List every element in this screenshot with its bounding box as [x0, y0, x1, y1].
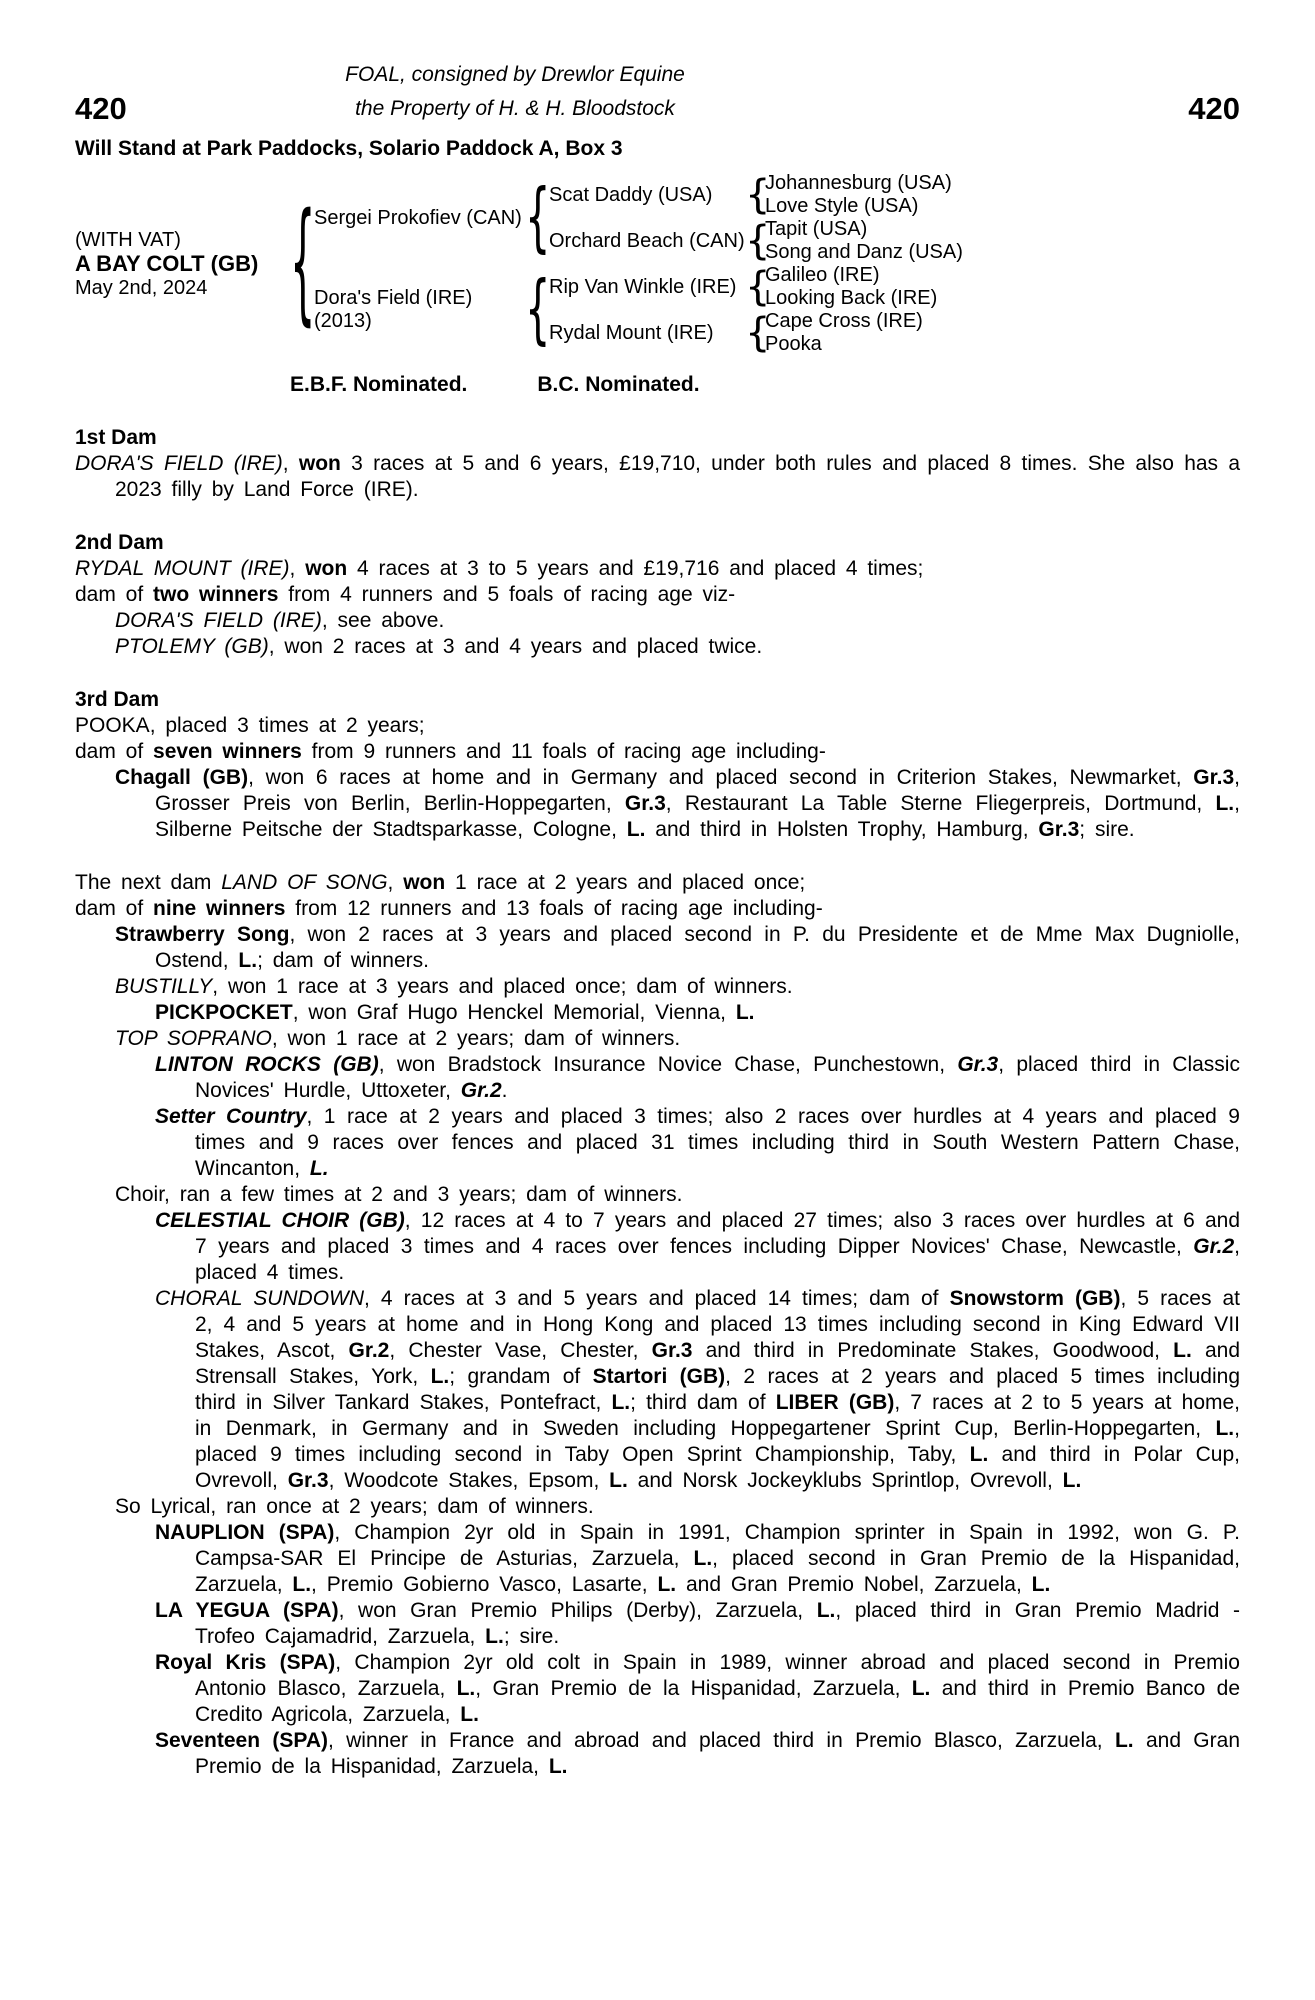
catalogue-paragraph [75, 1000, 1240, 1026]
catalogue-paragraph [75, 1494, 1240, 1520]
catalogue-paragraph [75, 1052, 1240, 1104]
text-run: , placed second in Gran Premio de la Hispanidad, Zarzuela, [195, 1547, 1240, 1596]
text-run: and third in Predominate Stakes, Goodwood, [692, 1339, 1174, 1362]
catalogue-paragraph [75, 1208, 1240, 1286]
sire-name: Sergei Prokofiev (CAN) [314, 206, 522, 229]
text-run: ; sire. [1079, 818, 1135, 841]
catalogue-paragraph [75, 451, 1240, 503]
text-run: , won 6 races at home and in Germany and placed second in Criterion Stakes, Newmarket, [248, 766, 1194, 789]
pedigree-brace-sire: { [525, 174, 551, 262]
text-run: , Gran Premio de la Hispanidad, Zarzuela, [475, 1677, 912, 1700]
catalogue-paragraph [75, 896, 1240, 922]
catalogue-paragraph [75, 922, 1240, 974]
text-run: L. [309, 1157, 329, 1180]
text-run: two winners [153, 583, 279, 606]
text-run: , Champion 2yr old colt in Spain in 1989, winner abroad and placed second in Premio Antonio Blasco, Zarzuela, [195, 1651, 1240, 1700]
dam-name-block [310, 287, 525, 333]
dam-section [75, 687, 1240, 843]
text-run: L. [1173, 1339, 1192, 1362]
text-run: L. [548, 1755, 568, 1778]
text-run: LIBER (GB) [775, 1391, 895, 1414]
text-run: , placed 9 times including second in Taby Open Sprint Championship, Taby, [195, 1417, 1240, 1466]
text-run: dam of [75, 897, 154, 920]
text-run: Choir, ran a few times at 2 and 3 years; dam of winners. [115, 1183, 683, 1206]
text-run: L. [735, 1001, 755, 1024]
pedigree-brace-gen1: { [290, 188, 316, 340]
text-run: , 2 races at 2 years and placed 5 times including third in Silver Tankard Stakes, Pontefract, [195, 1365, 1241, 1414]
catalogue-paragraph [75, 1182, 1240, 1208]
catalogue-paragraph [75, 1104, 1240, 1182]
generation-2-column [310, 172, 975, 356]
catalogue-paragraph [75, 556, 1240, 582]
text-run: and Gran Premio Nobel, Zarzuela, [676, 1573, 1032, 1596]
text-run: Strawberry Song [115, 923, 290, 946]
text-run: L. [693, 1547, 713, 1570]
text-run: So Lyrical, ran once at 2 years; dam of winners. [115, 1495, 594, 1518]
dam-sire-branch [545, 264, 975, 310]
text-run: L. [911, 1677, 931, 1700]
text-run: from 4 runners and 5 foals of racing age viz- [278, 583, 736, 606]
ancestor-name: Song and Danz (USA) [765, 241, 963, 263]
text-run: nine winners [153, 897, 286, 920]
catalogue-paragraph [75, 713, 1240, 739]
text-run: Gr.3 [1038, 818, 1080, 841]
catalogue-paragraph [75, 1026, 1240, 1052]
sire-dam-parents [765, 218, 975, 264]
text-run: , 5 races at 2, 4 and 5 years at home and in Hong Kong and placed 13 times including second in King Edward VII Stakes, Ascot, [195, 1287, 1241, 1362]
ancestor-name: Tapit (USA) [765, 218, 868, 240]
text-run: ; sire. [503, 1625, 560, 1648]
text-run: NAUPLION (SPA) [155, 1521, 335, 1544]
text-run: L. [1114, 1729, 1134, 1752]
dam-name: Dora's Field (IRE) [314, 287, 473, 309]
text-run: CHORAL SUNDOWN [155, 1287, 365, 1310]
subject-foaled-date: May 2nd, 2024 [75, 277, 208, 299]
dam-sire-name: Rip Van Winkle (IRE) [549, 275, 737, 298]
pedigree-brace-sire-dam: { [745, 218, 771, 264]
text-run: , 1 race at 2 years and placed 3 times; also 2 races over hurdles at 4 years and placed 9 times and 9 races over fences and placed 31 times including third in South Western Pattern Chase, Wincanton, [195, 1105, 1240, 1180]
text-run: won [298, 452, 341, 475]
sire-sire-branch [545, 172, 975, 218]
text-run: L. [238, 949, 258, 972]
section-heading: 3rd Dam [75, 688, 160, 711]
text-run: , placed 4 times. [195, 1235, 1240, 1284]
nominations-line [75, 372, 1240, 398]
text-run: L. [430, 1365, 450, 1388]
text-run: , Restaurant La Table Sterne Fliegerpreis, Dortmund, [665, 792, 1216, 815]
property-line: the Property of H. & H. Bloodstock [355, 97, 675, 120]
ebf-nominated: E.B.F. Nominated. [290, 373, 468, 396]
text-run: , won 2 races at 3 years and placed second in P. du Presidente et de Mme Max Dugniolle, Ostend, [155, 923, 1240, 972]
pedigree-brace-dam: { [525, 266, 551, 354]
text-run: 4 races at 3 to 5 years and £19,716 and placed 4 times; [347, 557, 924, 580]
text-run: ; grandam of [449, 1365, 593, 1388]
ancestor-name: Pooka [765, 333, 822, 355]
dam-section [75, 425, 1240, 503]
catalogue-paragraph [75, 1650, 1240, 1728]
text-run: , won 1 race at 2 years; dam of winners. [271, 1027, 681, 1050]
text-run: , placed third in Gran Premio Madrid - Trofeo Cajamadrid, Zarzuela, [195, 1599, 1240, 1648]
text-run: , [282, 452, 299, 475]
text-run: , Chester Vase, Chester, [389, 1339, 652, 1362]
subject-block [75, 228, 290, 300]
subject-name: A BAY COLT (GB) [75, 251, 259, 276]
text-run: POOKA, placed 3 times at 2 years; [75, 714, 425, 737]
text-run: L. [657, 1573, 677, 1596]
text-run: CELESTIAL CHOIR (GB) [155, 1209, 405, 1232]
text-run: and third in Premio Banco de Credito Agricola, Zarzuela, [195, 1677, 1240, 1726]
text-run: , won Bradstock Insurance Novice Chase, Punchestown, [378, 1053, 958, 1076]
section-heading: 2nd Dam [75, 531, 164, 554]
text-run: , won 1 race at 3 years and placed once; dam of winners. [212, 975, 793, 998]
dam-dam-branch [545, 310, 975, 356]
ancestor-name: Love Style (USA) [765, 195, 919, 217]
text-run: PICKPOCKET [155, 1001, 293, 1024]
text-run: dam of [75, 740, 154, 763]
text-run: , won Gran Premio Philips (Derby), Zarzuela, [338, 1599, 817, 1622]
text-run: , won 2 races at 3 and 4 years and placed twice. [268, 635, 763, 658]
catalogue-paragraph [75, 1728, 1240, 1780]
text-run: L. [1215, 1417, 1235, 1440]
stand-location-line: Will Stand at Park Paddocks, Solario Paddock A, Box 3 [75, 137, 623, 160]
catalogue-paragraph [75, 739, 1240, 765]
text-run: . [501, 1079, 508, 1102]
text-run: ; dam of winners. [257, 949, 429, 972]
ancestor-name: Johannesburg (USA) [765, 172, 952, 194]
text-run: and Gran Premio de la Hispanidad, Zarzuela, [195, 1729, 1240, 1778]
text-run: Setter Country [155, 1105, 307, 1128]
text-run: RYDAL MOUNT (IRE) [75, 557, 290, 580]
catalogue-paragraph [75, 582, 1240, 608]
sire-sire-name: Scat Daddy (USA) [549, 183, 713, 206]
ancestor-name: Galileo (IRE) [765, 264, 880, 286]
consignor-row [75, 62, 1240, 88]
bc-nominated: B.C. Nominated. [537, 373, 700, 396]
text-run: , [289, 557, 306, 580]
dam-dam-parents [765, 310, 975, 356]
dam-dam-name: Rydal Mount (IRE) [549, 321, 714, 344]
sire-branch [310, 172, 975, 264]
text-run: Gr.2 [1193, 1235, 1235, 1258]
text-run: BUSTILLY [115, 975, 213, 998]
sire-sire-parents [765, 172, 975, 218]
catalogue-paragraph [75, 1286, 1240, 1494]
text-run: , Premio Gobierno Vasco, Lasarte, [311, 1573, 658, 1596]
text-run: , 12 races at 4 to 7 years and placed 27 times; also 3 races over hurdles at 6 and 7 years and placed 3 times and 4 races over fences including Dipper Novices' Chase, Newcastle, [195, 1209, 1240, 1258]
text-run: L. [816, 1599, 836, 1622]
text-run: and third in Polar Cup, Ovrevoll, [195, 1443, 1240, 1492]
text-run: DORA'S FIELD (IRE) [115, 609, 322, 632]
lot-row [75, 90, 1240, 128]
text-run: Gr.2 [348, 1339, 390, 1362]
text-run: L. [460, 1703, 479, 1726]
text-run: Chagall (GB) [115, 766, 249, 789]
pedigree-brace-dam-dam: { [745, 310, 771, 356]
dam-sire-parents [765, 264, 975, 310]
text-run: Startori (GB) [592, 1365, 726, 1388]
catalogue-paragraph [75, 608, 1240, 634]
text-run: , [387, 871, 404, 894]
catalogue-paragraph [75, 765, 1240, 843]
text-run: , 4 races at 3 and 5 years and placed 14 times; dam of [364, 1287, 950, 1310]
text-run: and Norsk Jockeyklubs Sprintlop, Ovrevoll, [627, 1469, 1063, 1492]
dam-branch [310, 264, 975, 356]
text-run: DORA'S FIELD (IRE) [75, 452, 283, 475]
text-run: won [305, 557, 348, 580]
text-run: Seventeen (SPA) [155, 1729, 328, 1752]
dam-section [75, 870, 1240, 1780]
dam-parents-column [545, 264, 975, 356]
text-run: LAND OF SONG [221, 871, 388, 894]
text-run: , Woodcote Stakes, Epsom, [328, 1469, 610, 1492]
section-heading: 1st Dam [75, 426, 157, 449]
pedigree-brace-sire-sire: { [745, 172, 771, 218]
text-run: LINTON ROCKS (GB) [155, 1053, 379, 1076]
text-run: and Strensall Stakes, York, [195, 1339, 1240, 1388]
catalogue-paragraph [75, 1598, 1240, 1650]
text-run: Gr.3 [624, 792, 666, 815]
text-run: L. [1062, 1469, 1082, 1492]
catalogue-paragraph [75, 1520, 1240, 1598]
text-run: , Champion 2yr old in Spain in 1991, Champion sprinter in Spain in 1992, won G. P. Campsa-SAR El Principe de Asturias, Zarzuela, [195, 1521, 1241, 1570]
text-run: LA YEGUA (SPA) [155, 1599, 339, 1622]
text-run: , winner in France and abroad and placed third in Premio Blasco, Zarzuela, [327, 1729, 1115, 1752]
text-run: L. [611, 1391, 631, 1414]
text-run: L. [485, 1625, 504, 1648]
text-run: Gr.2 [460, 1079, 502, 1102]
sire-dam-branch [545, 218, 975, 264]
catalogue-paragraph [75, 974, 1240, 1000]
text-run: L. [1215, 792, 1235, 815]
text-run: 1 race at 2 years and placed once; [445, 871, 806, 894]
text-run: , Grosser Preis von Berlin, Berlin-Hoppegarten, [155, 766, 1240, 815]
text-run: L. [456, 1677, 476, 1700]
text-run: , won Graf Hugo Henckel Memorial, Vienna, [292, 1001, 736, 1024]
text-run: , placed third in Classic Novices' Hurdle, Uttoxeter, [195, 1053, 1240, 1102]
text-run: L. [969, 1443, 989, 1466]
text-run: Royal Kris (SPA) [155, 1651, 336, 1674]
consignor-line: FOAL, consigned by Drewlor Equine [345, 63, 685, 86]
text-run: from 9 runners and 11 foals of racing age including- [301, 740, 826, 763]
text-run: Snowstorm (GB) [949, 1287, 1121, 1310]
text-run: TOP SOPRANO [115, 1027, 272, 1050]
text-run: from 12 runners and 13 foals of racing age including- [285, 897, 823, 920]
ancestor-name: Cape Cross (IRE) [765, 310, 923, 332]
text-run: 3 races at 5 and 6 years, £19,710, under both rules and placed 8 times. She also has a 2023 filly by Land Force (IRE). [115, 452, 1241, 501]
lot-number-right: 420 [1188, 91, 1240, 126]
text-run: , see above. [321, 609, 445, 632]
text-run: L. [292, 1573, 312, 1596]
text-run: L. [626, 818, 646, 841]
text-run: , 7 races at 2 to 5 years at home, in Denmark, in Germany and in Sweden including Hoppegartener Sprint Cup, Berlin-Hoppegarten, [195, 1391, 1241, 1440]
lot-number-left: 420 [75, 91, 127, 126]
text-run: L. [609, 1469, 628, 1492]
catalogue-paragraph [75, 870, 1240, 896]
text-run: , Silberne Peitsche der Stadtsparkasse, Cologne, [155, 792, 1240, 841]
text-run: Gr.3 [287, 1469, 329, 1492]
text-run: Gr.3 [957, 1053, 999, 1076]
pedigree-brace-dam-sire: { [745, 264, 771, 310]
text-run: ; third dam of [630, 1391, 776, 1414]
sire-dam-name: Orchard Beach (CAN) [549, 229, 745, 252]
text-run: L. [1031, 1573, 1051, 1596]
text-run: seven winners [153, 740, 302, 763]
dam-year: (2013) [314, 310, 372, 332]
text-run: dam of [75, 583, 154, 606]
text-run: and third in Holsten Trophy, Hamburg, [645, 818, 1039, 841]
catalogue-body [75, 425, 1240, 1780]
vat-note: (WITH VAT) [75, 229, 181, 251]
pedigree-tree [75, 172, 1240, 356]
text-run: The next dam [75, 871, 222, 894]
text-run: won [403, 871, 446, 894]
dam-section [75, 530, 1240, 660]
text-run: Gr.3 [1193, 766, 1235, 789]
sire-parents-column [545, 172, 975, 264]
text-run: PTOLEMY (GB) [115, 635, 269, 658]
catalogue-paragraph [75, 634, 1240, 660]
text-run: Gr.3 [651, 1339, 693, 1362]
ancestor-name: Looking Back (IRE) [765, 287, 938, 309]
